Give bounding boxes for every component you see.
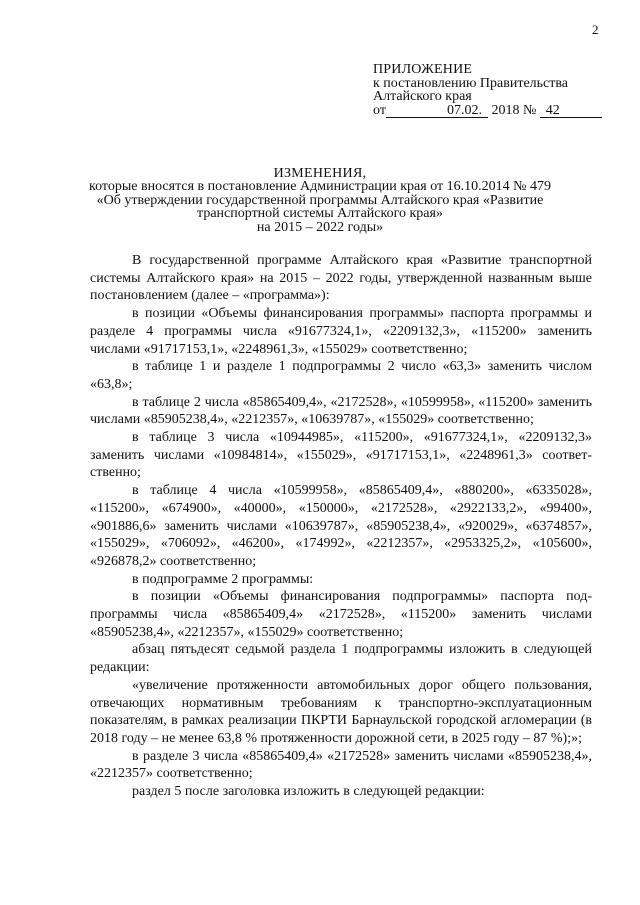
title-line-3: транспортной системы Алтайского края» (197, 206, 443, 222)
appendix-line-1: к постановлению Правительства (373, 75, 569, 91)
paragraph: абзац пятьдесят седьмой раздела 1 подпрограммы изложить в следующей редакции: (90, 642, 592, 676)
appendix-from-label: от (373, 102, 386, 118)
paragraph: В государственной программе Алтайского края «Развитие транспортной системы Алтайского края» на 2015 – 2022 годы, утвержденной названным выше постановлением (далее – «программа»): (90, 253, 592, 304)
title-heading: ИЗМЕНЕНИЯ, (273, 166, 367, 181)
title-line-2: «Об утверждении государственной программы Алтайского края «Развитие (96, 192, 544, 208)
paragraph: в таблице 3 числа «10944985», «115200», «91677324,1», «2209132,3» заменить числами «10984814», «155029», «91717153,1», «2248961,3» соответственно; (90, 430, 592, 481)
appendix-date: 07.02. (386, 104, 488, 118)
title-line-4: на 2015 – 2022 годы» (256, 219, 384, 235)
document-body (90, 252, 592, 801)
appendix-year: 2018 № (491, 102, 537, 118)
paragraph: в таблице 1 и разделе 1 подпрограммы 2 число «63,3» заменить числом «63,8»; (90, 359, 592, 392)
appendix-block (373, 63, 623, 118)
paragraph: в разделе 3 числа «85865409,4» «2172528» заменить числами «85905238,4», «2212357» соответственно; (90, 748, 592, 782)
paragraph: в таблице 2 числа «85865409,4», «2172528», «10599958», «115200» заменить числами «85905238,4», «2212357», «10639787», «155029» соответственно; (90, 394, 592, 428)
paragraph: в подпрограмме 2 программы: (132, 571, 314, 587)
paragraph: «увеличение протяженности автомобильных дорог общего пользования, отвечающих нормативным требованиям к транспортно-эксплуатационным показателям, в рамках реализации ПКРТИ Барнаульской городской агломерации (в 2018 году – не менее 63,8 % протяженности дорожной сети, в 2025 году – 87 %);»; (90, 677, 592, 746)
paragraph: раздел 5 после заголовка изложить в следующей редакции: (132, 784, 485, 800)
appendix-date-line (373, 104, 623, 118)
paragraph: в таблице 4 числа «10599958», «85865409,4», «880200», «6335028», «115200», «674900», «40000», «150000», «2172528», «2922133,2», «99400», «901886,6» заменить числами «10639787», «85905238,4», «920029», «6374857», «155029», «706092», «46200», «174992», «2212357», «2953325,2», «105600», «926878,2» соответственно; (90, 483, 592, 569)
appendix-number: 42 (540, 104, 602, 118)
title-line-1: которые вносятся в постановление Администрации края от 16.10.2014 № 479 (89, 179, 551, 195)
page-number: 2 (592, 22, 599, 37)
paragraph: в позиции «Объемы финансирования программы» паспорта программы и разделе 4 программы числа «91677324,1», «2209132,3», «115200» заменить числами «91717153,1», «2248961,3», «155029» соответственно; (90, 306, 592, 357)
paragraph: в позиции «Объемы финансирования подпрограммы» паспорта подпрограммы числа «85865409,4» «2172528», «115200» заменить числами «85905238,4», «2212357», «155029» соответственно; (90, 589, 592, 640)
document-title (60, 167, 580, 234)
appendix-line-2: Алтайского края (373, 89, 472, 104)
appendix-title: ПРИЛОЖЕНИЕ (373, 62, 473, 77)
